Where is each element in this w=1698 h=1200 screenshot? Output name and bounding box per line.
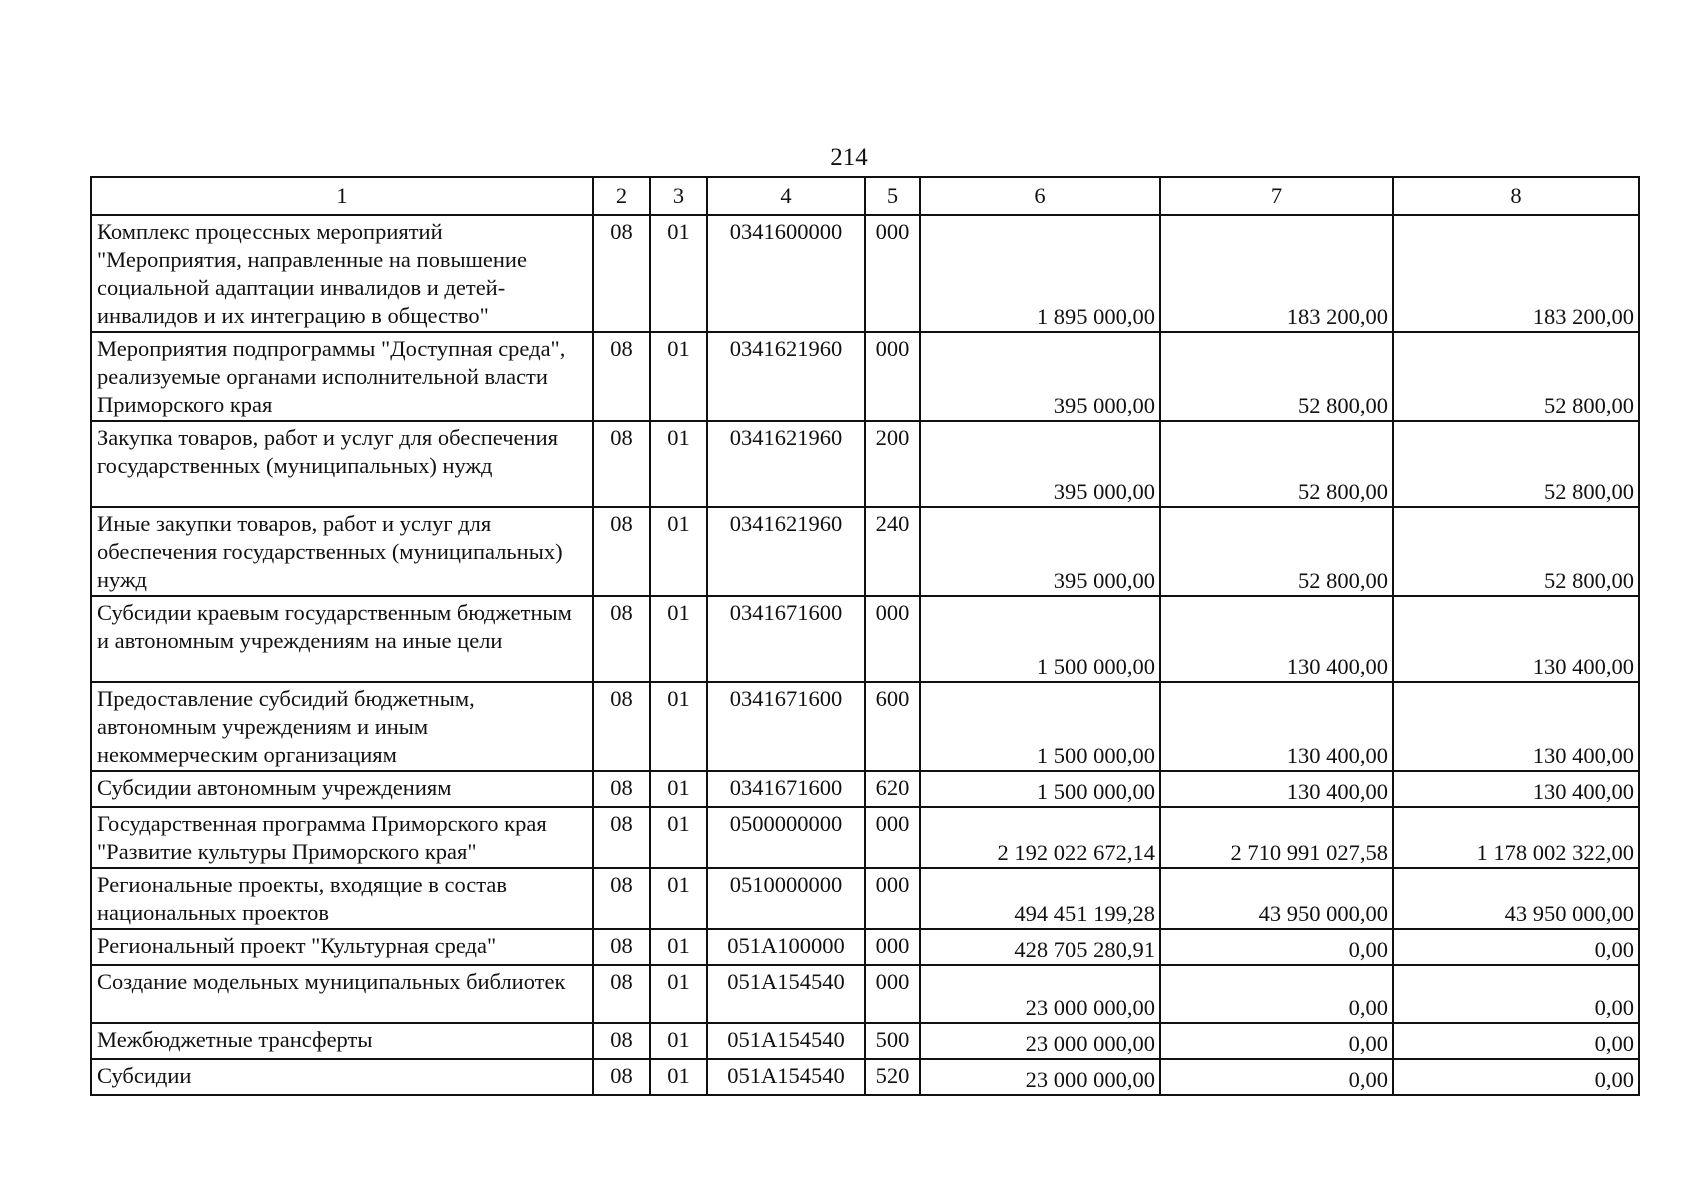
amount-col7-cell: 52 800,00 [1160, 421, 1393, 507]
row-name-cell: Региональные проекты, входящие в состав национальных проектов [91, 868, 593, 929]
amount-col7-cell: 0,00 [1160, 929, 1393, 965]
section-code-cell: 08 [593, 215, 650, 332]
subsection-code-cell: 01 [650, 929, 707, 965]
amount-col8-cell: 0,00 [1393, 929, 1639, 965]
target-article-cell: 051A100000 [707, 929, 865, 965]
amount-col7-cell: 2 710 991 027,58 [1160, 807, 1393, 868]
table-row [91, 807, 1639, 868]
amount-col8-cell: 52 800,00 [1393, 332, 1639, 421]
section-code-cell: 08 [593, 807, 650, 868]
amount-col6-cell: 23 000 000,00 [920, 1059, 1160, 1095]
section-code-cell: 08 [593, 1059, 650, 1095]
target-article-cell: 051A154540 [707, 1023, 865, 1059]
page-number: 214 [830, 144, 868, 171]
amount-col6-cell: 1 895 000,00 [920, 215, 1160, 332]
column-header: 5 [865, 177, 920, 215]
table-row [91, 682, 1639, 771]
target-article-cell: 0510000000 [707, 868, 865, 929]
column-header: 3 [650, 177, 707, 215]
subsection-code-cell: 01 [650, 215, 707, 332]
subsection-code-cell: 01 [650, 682, 707, 771]
table-row [91, 507, 1639, 596]
target-article-cell: 051A154540 [707, 1059, 865, 1095]
subsection-code-cell: 01 [650, 507, 707, 596]
amount-col7-cell: 130 400,00 [1160, 682, 1393, 771]
amount-col8-cell: 52 800,00 [1393, 507, 1639, 596]
table-row [91, 332, 1639, 421]
target-article-cell: 0341621960 [707, 507, 865, 596]
table-row [91, 215, 1639, 332]
amount-col6-cell: 494 451 199,28 [920, 868, 1160, 929]
amount-col6-cell: 428 705 280,91 [920, 929, 1160, 965]
section-code-cell: 08 [593, 421, 650, 507]
section-code-cell: 08 [593, 771, 650, 807]
row-name-cell: Региональный проект "Культурная среда" [91, 929, 593, 965]
row-name-cell: Государственная программа Приморского края "Развитие культуры Приморского края" [91, 807, 593, 868]
amount-col8-cell: 0,00 [1393, 1023, 1639, 1059]
subsection-code-cell: 01 [650, 771, 707, 807]
expense-type-cell: 620 [865, 771, 920, 807]
row-name-cell: Субсидии автономным учреждениям [91, 771, 593, 807]
row-name-cell: Мероприятия подпрограммы "Доступная среда", реализуемые органами исполнительной власти Приморского края [91, 332, 593, 421]
column-header: 4 [707, 177, 865, 215]
column-header: 2 [593, 177, 650, 215]
expense-type-cell: 200 [865, 421, 920, 507]
row-name-cell: Субсидии краевым государственным бюджетным и автономным учреждениям на иные цели [91, 596, 593, 682]
amount-col7-cell: 52 800,00 [1160, 332, 1393, 421]
column-header: 1 [91, 177, 593, 215]
amount-col6-cell: 395 000,00 [920, 507, 1160, 596]
table-row [91, 868, 1639, 929]
expense-type-cell: 600 [865, 682, 920, 771]
target-article-cell: 0341621960 [707, 421, 865, 507]
target-article-cell: 0341671600 [707, 596, 865, 682]
amount-col6-cell: 23 000 000,00 [920, 965, 1160, 1023]
section-code-cell: 08 [593, 596, 650, 682]
expense-type-cell: 000 [865, 868, 920, 929]
amount-col7-cell: 0,00 [1160, 965, 1393, 1023]
section-code-cell: 08 [593, 929, 650, 965]
amount-col7-cell: 130 400,00 [1160, 596, 1393, 682]
expense-type-cell: 000 [865, 215, 920, 332]
amount-col6-cell: 395 000,00 [920, 332, 1160, 421]
row-name-cell: Иные закупки товаров, работ и услуг для обеспечения государственных (муниципальных) нужд [91, 507, 593, 596]
amount-col7-cell: 183 200,00 [1160, 215, 1393, 332]
subsection-code-cell: 01 [650, 868, 707, 929]
target-article-cell: 0500000000 [707, 807, 865, 868]
section-code-cell: 08 [593, 868, 650, 929]
target-article-cell: 0341671600 [707, 771, 865, 807]
table-row [91, 965, 1639, 1023]
expense-type-cell: 000 [865, 965, 920, 1023]
row-name-cell: Межбюджетные трансферты [91, 1023, 593, 1059]
target-article-cell: 0341671600 [707, 682, 865, 771]
subsection-code-cell: 01 [650, 596, 707, 682]
table-body [91, 215, 1639, 1095]
section-code-cell: 08 [593, 1023, 650, 1059]
amount-col6-cell: 2 192 022 672,14 [920, 807, 1160, 868]
amount-col8-cell: 1 178 002 322,00 [1393, 807, 1639, 868]
table-row [91, 771, 1639, 807]
subsection-code-cell: 01 [650, 1059, 707, 1095]
budget-table [90, 176, 1640, 1096]
subsection-code-cell: 01 [650, 332, 707, 421]
column-header: 6 [920, 177, 1160, 215]
section-code-cell: 08 [593, 332, 650, 421]
subsection-code-cell: 01 [650, 807, 707, 868]
amount-col6-cell: 1 500 000,00 [920, 771, 1160, 807]
amount-col6-cell: 395 000,00 [920, 421, 1160, 507]
subsection-code-cell: 01 [650, 1023, 707, 1059]
expense-type-cell: 000 [865, 929, 920, 965]
column-header: 7 [1160, 177, 1393, 215]
target-article-cell: 0341600000 [707, 215, 865, 332]
amount-col8-cell: 130 400,00 [1393, 771, 1639, 807]
amount-col8-cell: 130 400,00 [1393, 682, 1639, 771]
section-code-cell: 08 [593, 507, 650, 596]
row-name-cell: Создание модельных муниципальных библиотек [91, 965, 593, 1023]
table-row [91, 1023, 1639, 1059]
table-header-row [91, 177, 1639, 215]
expense-type-cell: 500 [865, 1023, 920, 1059]
amount-col7-cell: 130 400,00 [1160, 771, 1393, 807]
amount-col7-cell: 52 800,00 [1160, 507, 1393, 596]
table-row [91, 421, 1639, 507]
table-row [91, 929, 1639, 965]
amount-col6-cell: 1 500 000,00 [920, 682, 1160, 771]
amount-col7-cell: 0,00 [1160, 1059, 1393, 1095]
target-article-cell: 0341621960 [707, 332, 865, 421]
expense-type-cell: 000 [865, 332, 920, 421]
amount-col8-cell: 0,00 [1393, 1059, 1639, 1095]
amount-col6-cell: 23 000 000,00 [920, 1023, 1160, 1059]
amount-col8-cell: 183 200,00 [1393, 215, 1639, 332]
expense-type-cell: 240 [865, 507, 920, 596]
amount-col6-cell: 1 500 000,00 [920, 596, 1160, 682]
section-code-cell: 08 [593, 682, 650, 771]
amount-col7-cell: 43 950 000,00 [1160, 868, 1393, 929]
row-name-cell: Закупка товаров, работ и услуг для обеспечения государственных (муниципальных) нужд [91, 421, 593, 507]
amount-col8-cell: 130 400,00 [1393, 596, 1639, 682]
subsection-code-cell: 01 [650, 421, 707, 507]
expense-type-cell: 520 [865, 1059, 920, 1095]
row-name-cell: Комплекс процессных мероприятий "Мероприятия, направленные на повышение социальной адаптации инвалидов и детей-инвалидов и их интеграцию в общество" [91, 215, 593, 332]
expense-type-cell: 000 [865, 807, 920, 868]
table-row [91, 1059, 1639, 1095]
column-header: 8 [1393, 177, 1639, 215]
target-article-cell: 051A154540 [707, 965, 865, 1023]
amount-col8-cell: 52 800,00 [1393, 421, 1639, 507]
row-name-cell: Предоставление субсидий бюджетным, автономным учреждениям и иным некоммерческим организациям [91, 682, 593, 771]
expense-type-cell: 000 [865, 596, 920, 682]
subsection-code-cell: 01 [650, 965, 707, 1023]
table-row [91, 596, 1639, 682]
amount-col8-cell: 43 950 000,00 [1393, 868, 1639, 929]
section-code-cell: 08 [593, 965, 650, 1023]
amount-col8-cell: 0,00 [1393, 965, 1639, 1023]
amount-col7-cell: 0,00 [1160, 1023, 1393, 1059]
row-name-cell: Субсидии [91, 1059, 593, 1095]
